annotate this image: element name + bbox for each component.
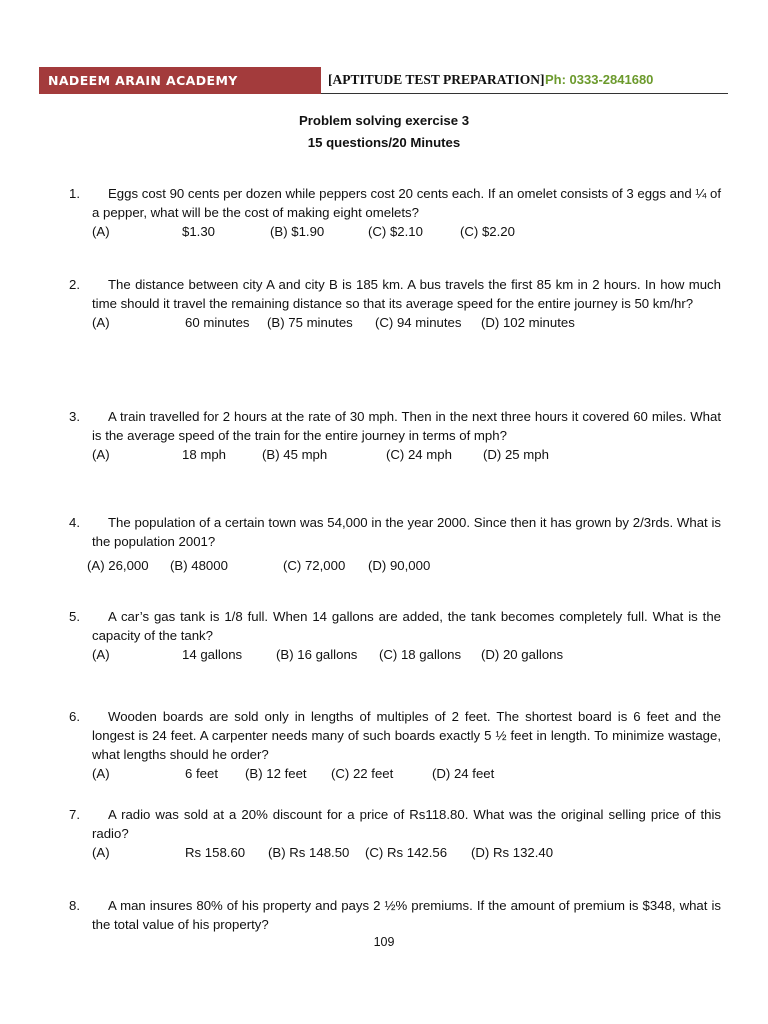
question-text: A man insures 80% of his property and pays 2 ½% premiums. If the amount of premium is $348, what is the total value of his property?: [92, 898, 721, 932]
option-d: (D) 102 minutes: [481, 315, 575, 330]
answer-options: [92, 645, 721, 664]
question-number: 1.: [69, 186, 80, 201]
question-number: 3.: [69, 409, 80, 424]
option-c: (C) 22 feet: [331, 766, 394, 781]
answer-options: [92, 764, 721, 783]
question-text: The population of a certain town was 54,000 in the year 2000. Since then it has grown by 2/3rds. What is the population 2001?: [92, 515, 721, 549]
option-d: (D) 24 feet: [432, 766, 495, 781]
option-c: (C) $2.10: [368, 224, 423, 239]
bracket-open: [: [328, 72, 333, 87]
answer-options: [87, 556, 721, 575]
question-text: A train travelled for 2 hours at the rate of 30 mph. Then in the next three hours it covered 60 miles. What is the average speed of the train for the entire journey in terms of mph?: [92, 409, 721, 443]
question-3: [69, 407, 721, 464]
test-prep-text: APTITUDE TEST PREPARATION: [332, 72, 541, 87]
option-d: (D) 25 mph: [483, 447, 549, 462]
question-text: Eggs cost 90 cents per dozen while peppers cost 20 cents each. If an omelet consists of 3 eggs and ¼ of a pepper, what will be the cost of making eight omelets?: [92, 186, 721, 220]
option-a-value: 6 feet: [185, 766, 218, 781]
option-b: (B) 48000: [170, 558, 228, 573]
question-6: [69, 707, 721, 783]
option-c: (C) 94 minutes: [375, 315, 462, 330]
question-text: Wooden boards are sold only in lengths of multiples of 2 feet. The shortest board is 6 feet and the longest is 24 feet. A carpenter needs many of such boards exactly 5 ½ feet in length. To minimize wastage, what lengths should he order?: [92, 709, 721, 762]
answer-options: [92, 222, 721, 241]
option-a-value: 14 gallons: [182, 647, 243, 662]
answer-options: [92, 843, 721, 862]
question-number: 2.: [69, 277, 80, 292]
option-b: (B) 45 mph: [262, 447, 328, 462]
option-d: (D) 20 gallons: [481, 647, 564, 662]
academy-banner: [39, 67, 321, 94]
question-7: [69, 805, 721, 862]
option-c: (C) 24 mph: [386, 447, 452, 462]
option-a: (A) 26,000: [87, 558, 149, 573]
question-number: 7.: [69, 807, 80, 822]
question-1: [69, 184, 721, 241]
question-number: 4.: [69, 515, 80, 530]
question-text: The distance between city A and city B is 185 km. A bus travels the first 85 km in 2 hours. In how much time should it travel the remaining distance so that its average speed for the entire journey is 50 km/hr?: [92, 277, 721, 311]
exercise-subtitle: 15 questions/20 Minutes: [307, 135, 461, 150]
academy-name: NADEEM ARAIN ACADEMY: [48, 73, 238, 88]
question-text: A car’s gas tank is 1/8 full. When 14 gallons are added, the tank becomes completely full. What is the capacity of the tank?: [92, 609, 721, 643]
option-d: (D) 90,000: [368, 558, 431, 573]
option-a-value: 18 mph: [182, 447, 226, 462]
option-a: (A): [92, 224, 110, 239]
exercise-title: Problem solving exercise 3: [298, 113, 470, 128]
option-a-value: Rs 158.60: [185, 845, 246, 860]
page-number: 109: [373, 935, 395, 949]
question-5: [69, 607, 721, 664]
test-prep-label: [328, 72, 545, 88]
option-a: (A): [92, 447, 110, 462]
option-b: (B) 75 minutes: [267, 315, 353, 330]
option-d: (C) $2.20: [460, 224, 515, 239]
option-b: (B) $1.90: [270, 224, 325, 239]
answer-options: [92, 313, 721, 332]
question-8: [69, 896, 721, 934]
question-number: 6.: [69, 709, 80, 724]
option-a-value: $1.30: [182, 224, 216, 239]
option-a: (A): [92, 845, 110, 860]
option-c: (C) 18 gallons: [379, 647, 462, 662]
answer-options: [92, 445, 721, 464]
option-a-value: 60 minutes: [185, 315, 250, 330]
question-text: A radio was sold at a 20% discount for a price of Rs118.80. What was the original selling price of this radio?: [92, 807, 721, 841]
option-b: (B) Rs 148.50: [268, 845, 350, 860]
question-number: 5.: [69, 609, 80, 624]
option-a: (A): [92, 315, 110, 330]
option-b: (B) 16 gallons: [276, 647, 358, 662]
option-a: (A): [92, 766, 110, 781]
option-a: (A): [92, 647, 110, 662]
header-rule: [321, 93, 728, 94]
bracket-close: ]: [540, 72, 545, 87]
question-2: [69, 275, 721, 332]
option-b: (B) 12 feet: [245, 766, 307, 781]
question-4: [69, 513, 721, 575]
option-d: (D) Rs 132.40: [471, 845, 554, 860]
question-number: 8.: [69, 898, 80, 913]
option-c: (C) Rs 142.56: [365, 845, 448, 860]
phone-number: Ph: 0333-2841680: [545, 72, 654, 87]
option-c: (C) 72,000: [283, 558, 346, 573]
